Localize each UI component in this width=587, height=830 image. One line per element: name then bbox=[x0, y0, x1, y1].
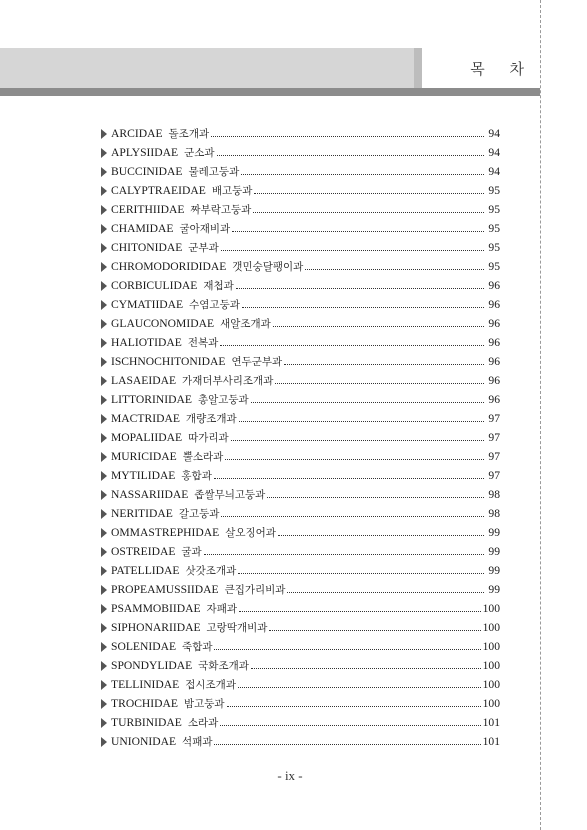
toc-entry[interactable] bbox=[100, 428, 500, 447]
toc-entry-family-name: ARCIDAE bbox=[111, 127, 163, 140]
table-of-contents bbox=[100, 124, 500, 751]
toc-entry-korean-name: 전복과 bbox=[187, 337, 219, 349]
toc-entry[interactable] bbox=[100, 504, 500, 523]
toc-entry-korean-name: 접시조개과 bbox=[185, 679, 236, 691]
toc-entry[interactable] bbox=[100, 713, 500, 732]
toc-entry-page-number: 95 bbox=[488, 222, 500, 235]
triangle-bullet-icon bbox=[101, 642, 107, 652]
triangle-bullet-icon bbox=[101, 680, 107, 690]
toc-entry-korean-name: 굴과 bbox=[181, 546, 202, 558]
dot-leader bbox=[267, 497, 484, 498]
toc-entry[interactable] bbox=[100, 599, 500, 618]
toc-entry-korean-name: 갯민숭달팽이과 bbox=[232, 261, 304, 273]
toc-entry-family-name: OMMASTREPHIDAE bbox=[111, 526, 220, 539]
toc-entry-page-number: 99 bbox=[488, 545, 500, 558]
toc-entry[interactable] bbox=[100, 732, 500, 751]
toc-entry-family-name: LASAEIDAE bbox=[111, 374, 177, 387]
dot-leader bbox=[238, 573, 484, 574]
toc-entry[interactable] bbox=[100, 485, 500, 504]
toc-entry-korean-name: 삿갓조개과 bbox=[185, 565, 237, 577]
dot-leader bbox=[254, 193, 484, 194]
toc-entry[interactable] bbox=[100, 561, 500, 580]
toc-entry[interactable] bbox=[100, 371, 500, 390]
toc-entry-family-name: CYMATIIDAE bbox=[111, 298, 184, 311]
dot-leader bbox=[214, 478, 484, 479]
toc-entry-korean-name: 재첩과 bbox=[203, 280, 234, 292]
toc-entry-page-number: 97 bbox=[488, 412, 500, 425]
dot-leader bbox=[305, 269, 484, 270]
toc-entry-page-number: 96 bbox=[488, 317, 500, 330]
triangle-bullet-icon bbox=[101, 547, 107, 557]
toc-entry-family-name: PATELLIDAE bbox=[111, 564, 180, 577]
toc-entry-family-name: MOPALIIDAE bbox=[111, 431, 183, 444]
toc-entry-family-name: CERITHIIDAE bbox=[111, 203, 185, 216]
toc-entry-korean-name: 큰집가리비과 bbox=[224, 584, 286, 596]
toc-entry-page-number: 94 bbox=[488, 127, 500, 140]
toc-entry[interactable] bbox=[100, 200, 500, 219]
toc-entry-family-name: TURBINIDAE bbox=[111, 716, 182, 729]
toc-entry-page-number: 95 bbox=[488, 260, 500, 273]
triangle-bullet-icon bbox=[101, 338, 107, 348]
dot-leader bbox=[225, 459, 484, 460]
triangle-bullet-icon bbox=[101, 452, 107, 462]
toc-entry-korean-name: 밤고둥과 bbox=[183, 698, 225, 710]
toc-entry-page-number: 96 bbox=[488, 298, 500, 311]
toc-entry-family-name: CHITONIDAE bbox=[111, 241, 183, 254]
toc-entry-korean-name: 자패과 bbox=[206, 603, 237, 615]
triangle-bullet-icon bbox=[101, 471, 107, 481]
toc-entry-page-number: 96 bbox=[488, 393, 500, 406]
toc-entry-family-name: TROCHIDAE bbox=[111, 697, 178, 710]
triangle-bullet-icon bbox=[101, 376, 107, 386]
dot-leader bbox=[275, 383, 484, 384]
toc-entry[interactable] bbox=[100, 314, 500, 333]
dot-leader bbox=[232, 231, 484, 232]
toc-entry[interactable] bbox=[100, 675, 500, 694]
toc-entry[interactable] bbox=[100, 447, 500, 466]
toc-entry-page-number: 101 bbox=[482, 716, 500, 729]
toc-entry-page-number: 99 bbox=[488, 564, 500, 577]
toc-entry[interactable] bbox=[100, 162, 500, 181]
toc-entry-page-number: 96 bbox=[488, 374, 500, 387]
triangle-bullet-icon bbox=[101, 585, 107, 595]
toc-entry-korean-name: 소라과 bbox=[187, 717, 219, 729]
toc-entry-page-number: 95 bbox=[488, 203, 500, 216]
header-band bbox=[0, 48, 414, 88]
toc-entry-korean-name: 갈고둥과 bbox=[178, 508, 220, 520]
dot-leader bbox=[253, 212, 484, 213]
toc-entry-korean-name: 죽합과 bbox=[182, 641, 213, 653]
dot-leader bbox=[231, 440, 484, 441]
toc-entry-korean-name: 총알고둥과 bbox=[197, 394, 249, 406]
dot-leader bbox=[241, 174, 484, 175]
triangle-bullet-icon bbox=[101, 414, 107, 424]
toc-entry-korean-name: 새알조개과 bbox=[220, 318, 271, 330]
toc-entry-page-number: 99 bbox=[488, 526, 500, 539]
toc-entry-page-number: 94 bbox=[488, 165, 500, 178]
toc-entry-korean-name: 홍합과 bbox=[181, 470, 212, 482]
dot-leader bbox=[227, 706, 481, 707]
triangle-bullet-icon bbox=[101, 623, 107, 633]
toc-entry-korean-name: 수염고둥과 bbox=[189, 299, 240, 311]
header-band-notch bbox=[414, 48, 422, 88]
triangle-bullet-icon bbox=[101, 300, 107, 310]
toc-entry-page-number: 99 bbox=[488, 583, 500, 596]
toc-entry-family-name: PROPEAMUSSIIDAE bbox=[111, 583, 219, 596]
toc-entry[interactable] bbox=[100, 352, 500, 371]
toc-entry-page-number: 100 bbox=[482, 621, 500, 634]
toc-entry-family-name: CHAMIDAE bbox=[111, 222, 174, 235]
toc-entry-page-number: 100 bbox=[482, 659, 500, 672]
dot-leader bbox=[251, 668, 481, 669]
toc-entry-korean-name: 연두군부과 bbox=[231, 356, 283, 368]
toc-entry-page-number: 97 bbox=[488, 450, 500, 463]
header-rule bbox=[0, 88, 540, 96]
toc-entry-korean-name: 좁쌀무늬고둥과 bbox=[194, 489, 266, 501]
dot-leader bbox=[239, 611, 481, 612]
toc-entry-family-name: CHROMODORIDIDAE bbox=[111, 260, 227, 273]
toc-entry[interactable] bbox=[100, 257, 500, 276]
toc-entry-family-name: ISCHNOCHITONIDAE bbox=[111, 355, 226, 368]
toc-entry-family-name: NERITIDAE bbox=[111, 507, 173, 520]
toc-entry-family-name: PSAMMOBIIDAE bbox=[111, 602, 201, 615]
triangle-bullet-icon bbox=[101, 129, 107, 139]
toc-entry-page-number: 96 bbox=[488, 336, 500, 349]
triangle-bullet-icon bbox=[101, 262, 107, 272]
toc-entry-page-number: 100 bbox=[482, 678, 500, 691]
toc-entry-korean-name: 가재더부사리조개과 bbox=[182, 375, 274, 387]
triangle-bullet-icon bbox=[101, 718, 107, 728]
dot-leader bbox=[221, 250, 484, 251]
toc-entry-family-name: OSTREIDAE bbox=[111, 545, 176, 558]
triangle-bullet-icon bbox=[101, 224, 107, 234]
dot-leader bbox=[217, 155, 484, 156]
toc-entry[interactable] bbox=[100, 694, 500, 713]
triangle-bullet-icon bbox=[101, 661, 107, 671]
dot-leader bbox=[211, 136, 484, 137]
toc-entry-korean-name: 국화조개과 bbox=[198, 660, 249, 672]
toc-entry-family-name: LITTORINIDAE bbox=[111, 393, 192, 406]
toc-entry[interactable] bbox=[100, 143, 500, 162]
toc-entry[interactable] bbox=[100, 181, 500, 200]
triangle-bullet-icon bbox=[101, 566, 107, 576]
triangle-bullet-icon bbox=[101, 490, 107, 500]
dot-leader bbox=[220, 345, 484, 346]
toc-entry-family-name: MURICIDAE bbox=[111, 450, 177, 463]
toc-entry-page-number: 98 bbox=[488, 488, 500, 501]
toc-entry[interactable] bbox=[100, 276, 500, 295]
toc-entry-family-name: NASSARIIDAE bbox=[111, 488, 189, 501]
toc-entry-page-number: 94 bbox=[488, 146, 500, 159]
triangle-bullet-icon bbox=[101, 186, 107, 196]
dot-leader bbox=[239, 421, 484, 422]
triangle-bullet-icon bbox=[101, 243, 107, 253]
toc-entry[interactable] bbox=[100, 656, 500, 675]
toc-entry-korean-name: 짜부락고둥과 bbox=[190, 204, 252, 216]
triangle-bullet-icon bbox=[101, 737, 107, 747]
page-title: 목 차 bbox=[422, 48, 540, 88]
toc-entry-korean-name: 뿔소라과 bbox=[182, 451, 224, 463]
toc-entry[interactable] bbox=[100, 238, 500, 257]
toc-entry-page-number: 98 bbox=[488, 507, 500, 520]
toc-entry[interactable] bbox=[100, 542, 500, 561]
toc-entry-korean-name: 굴아재비과 bbox=[179, 223, 231, 235]
toc-entry-page-number: 97 bbox=[488, 431, 500, 444]
toc-entry-page-number: 101 bbox=[482, 735, 500, 748]
dot-leader bbox=[214, 744, 480, 745]
toc-entry-korean-name: 개량조개과 bbox=[185, 413, 237, 425]
triangle-bullet-icon bbox=[101, 395, 107, 405]
dot-leader bbox=[287, 592, 484, 593]
toc-entry-korean-name: 석패과 bbox=[182, 736, 213, 748]
toc-entry-family-name: MYTILIDAE bbox=[111, 469, 176, 482]
toc-entry[interactable] bbox=[100, 333, 500, 352]
toc-entry-family-name: CALYPTRAEIDAE bbox=[111, 184, 206, 197]
toc-entry-family-name: TELLINIDAE bbox=[111, 678, 180, 691]
toc-entry-korean-name: 고랑딱개비과 bbox=[206, 622, 268, 634]
toc-entry-korean-name: 따가리과 bbox=[188, 432, 229, 444]
toc-entry-page-number: 97 bbox=[488, 469, 500, 482]
toc-entry[interactable] bbox=[100, 466, 500, 485]
toc-entry-korean-name: 돌조개과 bbox=[168, 128, 210, 140]
toc-entry-page-number: 95 bbox=[488, 241, 500, 254]
toc-entry-korean-name: 배고둥과 bbox=[211, 185, 253, 197]
triangle-bullet-icon bbox=[101, 433, 107, 443]
toc-entry-page-number: 95 bbox=[488, 184, 500, 197]
toc-entry-family-name: CORBICULIDAE bbox=[111, 279, 198, 292]
toc-entry-page-number: 100 bbox=[482, 640, 500, 653]
dot-leader bbox=[214, 649, 480, 650]
triangle-bullet-icon bbox=[101, 205, 107, 215]
page-trim-line-right bbox=[540, 0, 541, 830]
toc-entry-family-name: BUCCINIDAE bbox=[111, 165, 183, 178]
toc-entry[interactable] bbox=[100, 295, 500, 314]
toc-entry-korean-name: 군부과 bbox=[188, 242, 219, 254]
dot-leader bbox=[236, 288, 484, 289]
dot-leader bbox=[278, 535, 484, 536]
dot-leader bbox=[284, 364, 484, 365]
triangle-bullet-icon bbox=[101, 319, 107, 329]
triangle-bullet-icon bbox=[101, 167, 107, 177]
toc-entry[interactable] bbox=[100, 124, 500, 143]
triangle-bullet-icon bbox=[101, 604, 107, 614]
toc-entry-korean-name: 군소과 bbox=[184, 147, 215, 159]
dot-leader bbox=[273, 326, 484, 327]
toc-entry-page-number: 96 bbox=[488, 279, 500, 292]
dot-leader bbox=[238, 687, 481, 688]
triangle-bullet-icon bbox=[101, 699, 107, 709]
triangle-bullet-icon bbox=[101, 148, 107, 158]
toc-entry-family-name: MACTRIDAE bbox=[111, 412, 180, 425]
triangle-bullet-icon bbox=[101, 281, 107, 291]
dot-leader bbox=[204, 554, 484, 555]
toc-entry[interactable] bbox=[100, 409, 500, 428]
toc-entry-page-number: 96 bbox=[488, 355, 500, 368]
toc-entry-page-number: 100 bbox=[482, 602, 500, 615]
toc-entry-family-name: SOLENIDAE bbox=[111, 640, 177, 653]
toc-entry-korean-name: 물레고둥과 bbox=[188, 166, 240, 178]
toc-entry-family-name: APLYSIIDAE bbox=[111, 146, 179, 159]
toc-entry-family-name: GLAUCONOMIDAE bbox=[111, 317, 215, 330]
toc-entry-family-name: HALIOTIDAE bbox=[111, 336, 182, 349]
toc-entry[interactable] bbox=[100, 523, 500, 542]
toc-entry-family-name: SPONDYLIDAE bbox=[111, 659, 193, 672]
toc-entry-page-number: 100 bbox=[482, 697, 500, 710]
dot-leader bbox=[251, 402, 484, 403]
dot-leader bbox=[221, 516, 484, 517]
triangle-bullet-icon bbox=[101, 357, 107, 367]
toc-entry[interactable] bbox=[100, 390, 500, 409]
toc-entry-family-name: UNIONIDAE bbox=[111, 735, 177, 748]
toc-entry[interactable] bbox=[100, 618, 500, 637]
triangle-bullet-icon bbox=[101, 509, 107, 519]
toc-entry-family-name: SIPHONARIIDAE bbox=[111, 621, 201, 634]
dot-leader bbox=[242, 307, 484, 308]
dot-leader bbox=[220, 725, 480, 726]
triangle-bullet-icon bbox=[101, 528, 107, 538]
toc-entry[interactable] bbox=[100, 637, 500, 656]
toc-entry[interactable] bbox=[100, 580, 500, 599]
dot-leader bbox=[269, 630, 480, 631]
toc-entry-korean-name: 살오징어과 bbox=[225, 527, 276, 539]
page-number-footer: - ix - bbox=[277, 768, 303, 783]
toc-entry[interactable] bbox=[100, 219, 500, 238]
